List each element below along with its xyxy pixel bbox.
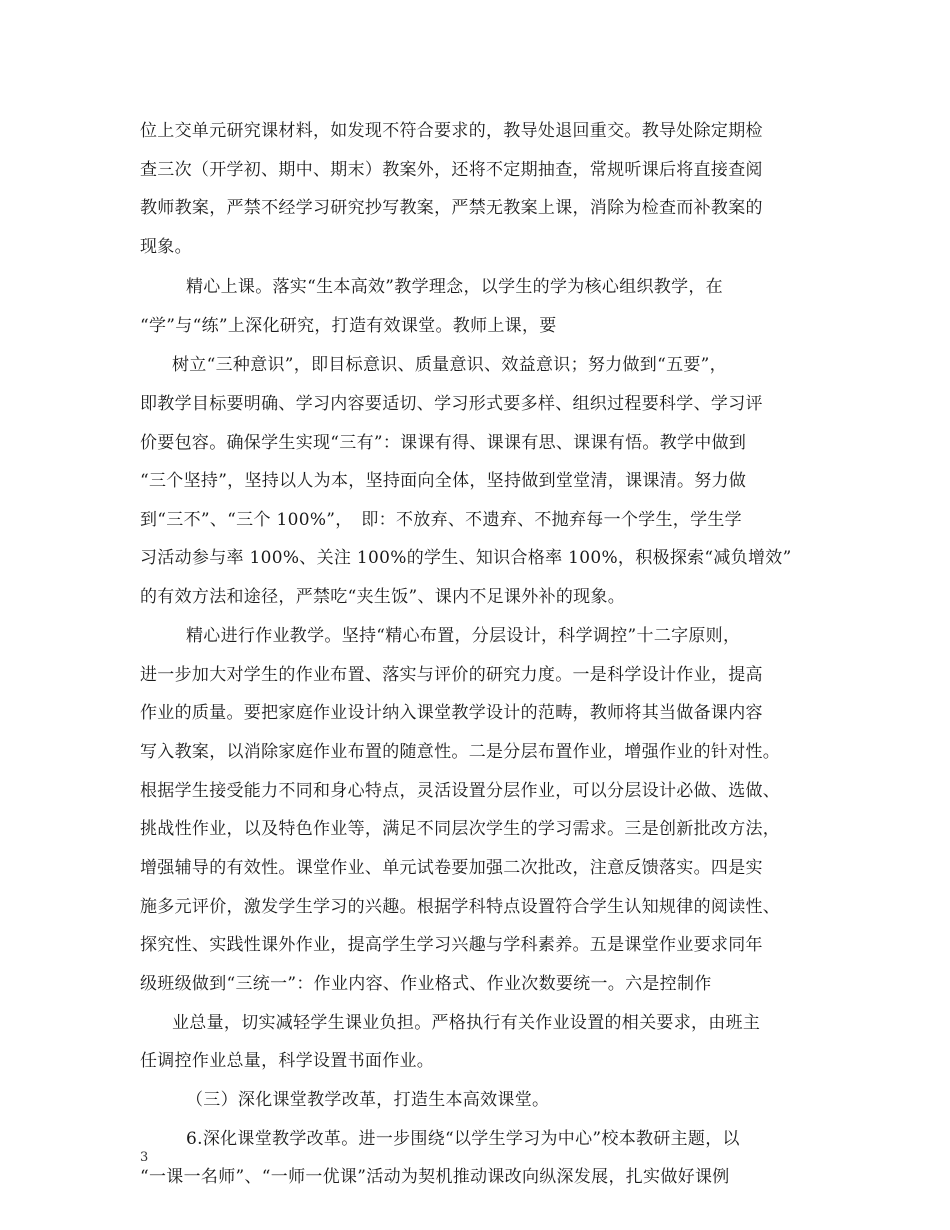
page-number: 3	[140, 1150, 149, 1165]
text-line-13: 的有效方法和途径，严禁吃“夹生饭”、课内不足课外补的现象。	[140, 587, 626, 607]
text-line-15: 进一步加大对学生的作业布置、落实与评价的研究力度。一是科学设计作业，提高	[140, 665, 763, 685]
text-line-8: 即教学目标要明确、学习内容要适切、学习形式要多样、组织过程要科学、学习评	[140, 394, 763, 414]
text-line-10: “三个坚持”，坚持以人为本，坚持面向全体，坚持做到堂堂清，课课清。努力做	[140, 471, 747, 491]
text-line-5: 精心上课。落实“生本高效”教学理念，以学生的学为核心组织教学，在	[186, 277, 723, 297]
text-line-11: 到“三不”、“三个 100%”， 即：不放弃、不遗弃、不抛弃每一个学生，学生学	[140, 510, 742, 530]
text-line-18: 根据学生接受能力不同和身心特点，灵活设置分层作业，可以分层设计必做、选做、	[140, 781, 781, 801]
section-heading: （三）深化课堂教学改革，打造生本高效课堂。	[186, 1090, 550, 1110]
text-line-19: 挑战性作业，以及特色作业等，满足不同层次学生的学习需求。三是创新批改方法，	[140, 819, 781, 839]
text-line-25: 任调控作业总量，科学设置书面作业。	[140, 1051, 435, 1071]
text-line-22: 探究性、实践性课外作业，提高学生学习兴趣与学科素养。五是课堂作业要求同年	[140, 935, 763, 955]
text-line-24: 业总量，切实减轻学生课业负担。严格执行有关作业设置的相关要求，由班主	[172, 1013, 761, 1033]
text-line-7: 树立“三种意识”，即目标意识、质量意识、效益意识；努力做到“五要”，	[172, 355, 727, 375]
text-line-28: “一课一名师”、“一师一优课”活动为契机推动课改向纵深发展，扎实做好课例	[140, 1167, 730, 1187]
text-line-6: “学”与“练”上深化研究，打造有效课堂。教师上课，要	[140, 316, 557, 336]
text-line-23: 级班级做到“三统一”：作业内容、作业格式、作业次数要统一。六是控制作	[140, 974, 712, 994]
text-line-3: 教师教案，严禁不经学习研究抄写教案，严禁无教案上课，消除为检查而补教案的	[140, 198, 763, 218]
text-line-27: 6.深化课堂教学改革。进一步围绕“以学生学习为中心”校本教研主题，以	[186, 1129, 740, 1149]
text-line-9: 价要包容。确保学生实现“三有”：课课有得、课课有思、课课有悟。教学中做到	[140, 433, 747, 453]
text-line-14: 精心进行作业教学。坚持“精心布置，分层设计，科学调控”十二字原则，	[186, 626, 741, 646]
text-line-2: 查三次（开学初、期中、期末）教案外，还将不定期抽查，常规听课后将直接查阅	[140, 160, 763, 180]
text-line-17: 写入教案，以消除家庭作业布置的随意性。二是分层布置作业，增强作业的针对性。	[140, 742, 781, 762]
text-line-4: 现象。	[140, 237, 192, 257]
text-line-1: 位上交单元研究课材料，如发现不符合要求的，教导处退回重交。教导处除定期检	[140, 121, 763, 141]
text-line-21: 施多元评价，激发学生学习的兴趣。根据学科特点设置符合学生认知规律的阅读性、	[140, 897, 781, 917]
text-line-12: 习活动参与率 100%、关注 100%的学生、知识合格率 100%，积极探索“减负增效”	[140, 548, 792, 568]
text-line-20: 增强辅导的有效性。课堂作业、单元试卷要加强二次批改，注意反馈落实。四是实	[140, 858, 763, 878]
text-line-16: 作业的质量。要把家庭作业设计纳入课堂教学设计的范畴，教师将其当做备课内容	[140, 703, 763, 723]
